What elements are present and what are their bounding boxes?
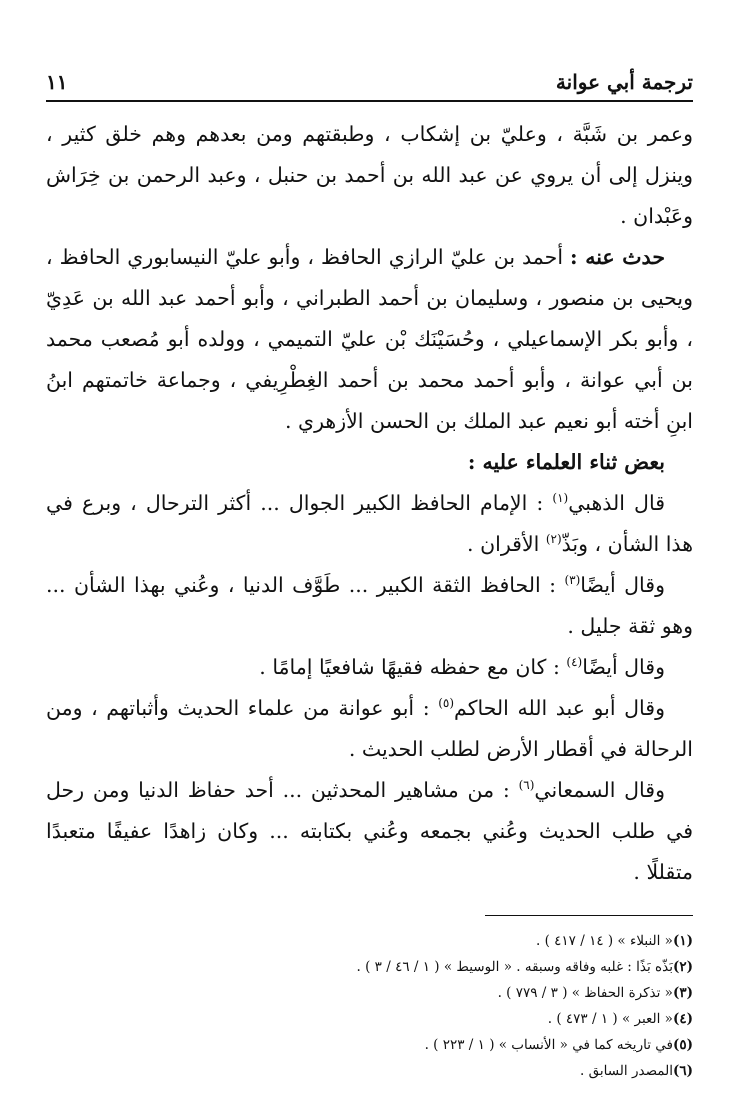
footnote (46, 954, 693, 980)
quote-paragraph (46, 770, 693, 893)
quote-after: الأقران . (467, 532, 546, 556)
footnote-text: « العبر » ( ١ / ٤٧٣ ) . (547, 1011, 673, 1027)
footnote-ref[interactable]: (١) (552, 491, 569, 506)
quote-before: وقال أيضًا (582, 655, 665, 679)
page-body (46, 114, 693, 893)
footnote-number: (٦) (672, 1063, 693, 1079)
footnote (46, 980, 693, 1006)
footnote-separator (485, 915, 693, 916)
footnote-number: (١) (672, 933, 693, 949)
footnote-number: (٣) (672, 985, 693, 1001)
footnotes (46, 928, 693, 1084)
footnote-ref[interactable]: (٢) (545, 532, 562, 547)
running-title: ترجمة أبي عوانة (555, 70, 693, 94)
page-number: ١١ (46, 70, 68, 94)
paragraph-text: وعمر بن شَبَّة ، وعليّ بن إشكاب ، وطبقتهم ومن بعدهم وهم خلق كثير ، وينزل إلى أن يروي عن عبد الله بن أحمد بن حنبل ، وعبد الرحمن بن خِرَاش وعَبْدان . (46, 122, 693, 228)
footnote (46, 928, 693, 954)
footnote-text: بَذّه بَذًا : غلبه وفاقه وسبقه . « الوسيط » ( ١ / ٤٦ / ٣ ) . (356, 959, 673, 975)
footnote-ref[interactable]: (٦) (518, 778, 535, 793)
footnote-number: (٥) (672, 1037, 693, 1053)
quote-before: وقال السمعاني (534, 778, 666, 802)
quote-before: قال الذهبي (568, 491, 665, 515)
quote-middle: : من مشاهير المحدثين ... أحد حفاظ الدنيا ومن رحل في طلب الحديث وعُني بجمعه وعُني بكتابته ... وكان زاهدًا عفيفًا متعبدًا متقللًا . (46, 778, 693, 884)
footnote (46, 1032, 693, 1058)
footnote-number: (٤) (672, 1011, 693, 1027)
footnote (46, 1058, 693, 1084)
quote-paragraph (46, 565, 693, 647)
quote-paragraph (46, 483, 693, 565)
paragraph-teachers (46, 114, 693, 237)
quote-paragraph (46, 647, 693, 688)
footnote-number: (٢) (672, 959, 693, 975)
paragraph-students (46, 237, 693, 442)
footnote-text: « تذكرة الحفاظ » ( ٣ / ٧٧٩ ) . (497, 985, 673, 1001)
section-heading: بعض ثناء العلماء عليه : (467, 450, 665, 474)
paragraph-lead: حدث عنه : (570, 245, 665, 269)
quote-middle: : كان مع حفظه فقيهًا شافعيًا إمامًا . (259, 655, 567, 679)
footnote-ref[interactable]: (٥) (438, 696, 455, 711)
quote-paragraph (46, 688, 693, 770)
footnote-text: في تاريخه كما في « الأنساب » ( ١ / ٢٢٣ ) . (424, 1037, 673, 1053)
quote-before: وقال أيضًا (580, 573, 665, 597)
quote-middle: : أبو عوانة من علماء الحديث وأثباتهم ، ومن الرحالة في أقطار الأرض لطلب الحديث . (46, 696, 693, 761)
page-header (46, 58, 693, 102)
paragraph-text: أحمد بن عليّ الرازي الحافظ ، وأبو عليّ النيسابوري الحافظ ، ويحيى بن منصور ، وسليمان بن أحمد الطبراني ، وأبو أحمد عبد الله بن عَدِيّ ، وأبو بكر الإسماعيلي ، وحُسَيْنَك بْن عليّ التميمي ، وولده أبو مُصعب محمد بن أبي عوانة ، وأبو أحمد محمد بن أحمد الغِطْرِيفي ، وجماعة خاتمتهم ابنُ ابنِ أخته أبو نعيم عبد الملك بن الحسن الأزهري . (46, 245, 693, 433)
footnote-ref[interactable]: (٣) (564, 573, 581, 588)
quote-middle: : الإمام الحافظ الكبير الجوال ... أكثر الترحال ، وبرع في هذا الشأن ، وبَذّ (46, 491, 693, 556)
footnote-text: « النبلاء » ( ١٤ / ٤١٧ ) . (536, 933, 673, 949)
quote-middle: : الحافظ الثقة الكبير ... طَوَّف الدنيا ، وعُني بهذا الشأن ... وهو ثقة جليل . (46, 573, 693, 638)
footnote-ref[interactable]: (٤) (566, 655, 583, 670)
footnote (46, 1006, 693, 1032)
footnote-text: المصدر السابق . (580, 1063, 673, 1079)
quote-before: وقال أبو عبد الله الحاكم (454, 696, 665, 720)
